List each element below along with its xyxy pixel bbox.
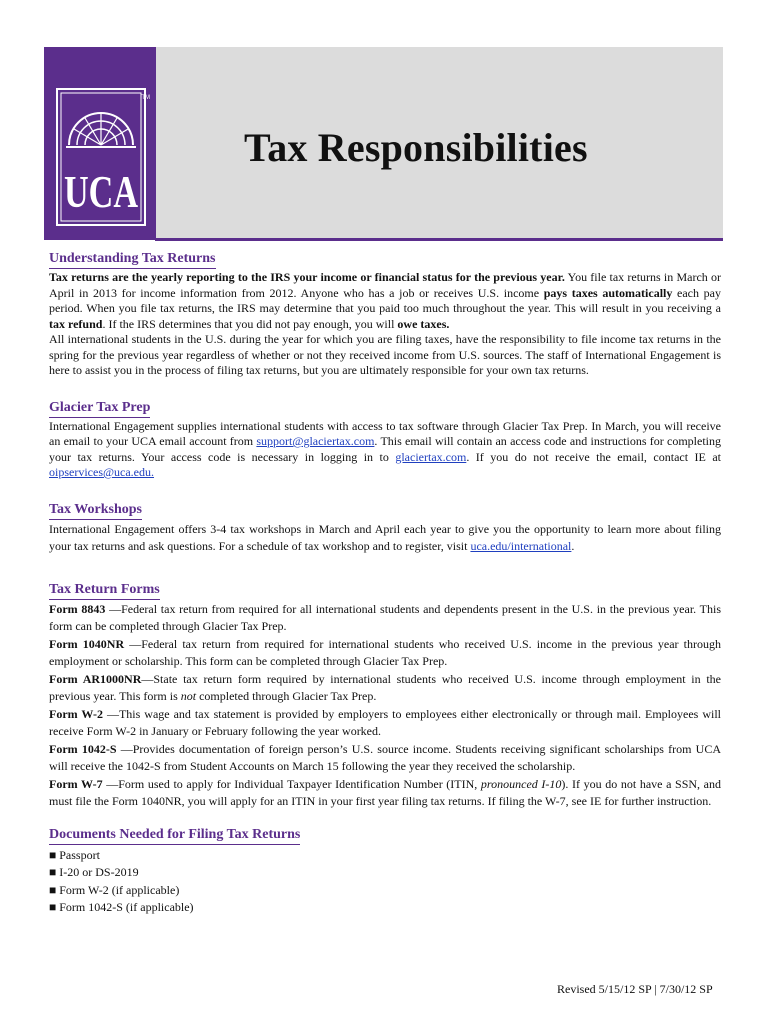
section-documents bbox=[49, 825, 721, 917]
form-label: Form W-2 bbox=[49, 706, 103, 721]
section-forms bbox=[49, 580, 721, 811]
section-heading: Tax Workshops bbox=[49, 502, 142, 520]
form-8843-entry bbox=[49, 601, 721, 636]
form-1042s-entry bbox=[49, 741, 721, 776]
form-label: Form W-7 bbox=[49, 776, 103, 791]
section-workshops bbox=[49, 500, 721, 556]
section-heading: Documents Needed for Filing Tax Returns bbox=[49, 827, 300, 845]
uca-logo bbox=[44, 47, 156, 240]
form-description: —This wage and tax statement is provided by employers to employees either electronically or through mail. Employees will receive Form W-2 in January or February following the year worked. bbox=[49, 706, 721, 738]
body-text: . This email will contain an access code and instructions for completing your tax returns. Your access code is necessary in logging in to bbox=[49, 434, 721, 464]
list-item: ■ Form 1042-S (if applicable) bbox=[49, 900, 194, 914]
form-description: —State tax return form required by international students who received U.S. income through employment in the previous year. This form is bbox=[49, 671, 721, 703]
form-label: Form AR1000NR bbox=[49, 671, 142, 686]
bold-text: tax refund bbox=[49, 316, 103, 331]
form-description: completed through Glacier Tax Prep. bbox=[196, 689, 377, 703]
paragraph bbox=[49, 521, 721, 556]
paragraph bbox=[49, 270, 721, 332]
header-divider bbox=[155, 238, 723, 241]
form-1040nr-entry bbox=[49, 636, 721, 671]
italic-text: pronounced I-10 bbox=[480, 776, 562, 791]
section-understanding bbox=[49, 249, 721, 379]
italic-text: not bbox=[180, 689, 197, 703]
bold-text: Tax returns are the yearly reporting to the IRS your income or financial status for the previous year. bbox=[49, 270, 565, 284]
form-description: —Provides documentation of foreign person’s U.S. source income. Students receiving significant scholarships from UCA will receive the 1042-S from Student Accounts on March 15 following the year they received the scholarship. bbox=[49, 741, 721, 773]
section-heading: Tax Return Forms bbox=[49, 582, 160, 600]
logo-text: UCA bbox=[64, 166, 138, 217]
form-w7-entry bbox=[49, 776, 721, 811]
list-item: ■ I-20 or DS-2019 bbox=[49, 865, 139, 879]
international-link[interactable]: uca.edu/international bbox=[470, 539, 572, 553]
section-glacier bbox=[49, 398, 721, 481]
form-ar1000nr-entry bbox=[49, 671, 721, 706]
form-label: Form 1042-S bbox=[49, 741, 117, 756]
body-text: . If you do not receive the email, contact IE at bbox=[466, 449, 721, 464]
body-text: International Engagement offers 3-4 tax workshops in March and April each year to give you the opportunity to learn more about filing your tax returns and ask questions. For a schedule of tax workshop and to register, visit bbox=[49, 521, 721, 553]
body-text: You file tax returns in March or April in 2013 for income information from 2012. Anyone who has a job or receives U.S. income bbox=[49, 270, 722, 300]
revision-note: Revised 5/15/12 SP | 7/30/12 SP bbox=[557, 982, 713, 996]
body-text: International Engagement supplies international students with access to tax software through Glacier Tax Prep. In March, you will receive an email to your UCA email account from bbox=[49, 418, 721, 448]
form-label: Form 1040NR bbox=[49, 636, 125, 651]
list-item: ■ Form W-2 (if applicable) bbox=[49, 882, 180, 897]
paragraph: All international students in the U.S. during the year for which you are filing taxes, have the responsibility to file income tax returns in the spring for the previous year regardless of whether or not they received income from U.S. sources. The staff of International Engagement is here to assist you in the process of filing tax returns, but you are ultimately responsible for your own tax returns. bbox=[49, 332, 721, 377]
page-title: Tax Responsibilities bbox=[244, 125, 588, 170]
documents-list bbox=[49, 847, 721, 917]
glaciertax-link[interactable]: glaciertax.com bbox=[395, 449, 467, 464]
paragraph bbox=[49, 419, 721, 481]
body-text: . bbox=[571, 539, 575, 553]
form-description: —Form used to apply for Individual Taxpayer Identification Number (ITIN, bbox=[102, 776, 481, 791]
section-heading: Glacier Tax Prep bbox=[49, 400, 150, 418]
section-heading: Understanding Tax Returns bbox=[49, 251, 216, 269]
logo-tm: TM bbox=[141, 95, 150, 101]
form-description: —Federal tax return from required for international students who received U.S. income in the previous year through employment or scholarship. This form can be completed through Glacier Tax Prep. bbox=[49, 636, 721, 668]
support-email-link[interactable]: support@glaciertax.com bbox=[256, 434, 375, 448]
list-item: ■ Passport bbox=[49, 847, 100, 862]
bold-text: owe taxes. bbox=[397, 316, 450, 331]
oipservices-email-link[interactable]: oipservices@uca.edu. bbox=[49, 465, 155, 479]
body-text: . If the IRS determines that you did not pay enough, you will bbox=[102, 316, 398, 331]
form-w2-entry bbox=[49, 706, 721, 741]
form-label: Form 8843 bbox=[49, 601, 106, 616]
form-description: —Federal tax return from required for all international students and dependents present in the U.S. in the previous year. This form can be completed through Glacier Tax Prep. bbox=[49, 601, 721, 633]
document-body bbox=[49, 249, 721, 917]
body-text: each pay period. When you file tax returns, the IRS may determine that you paid too much throughout the year. This will result in you receiving a bbox=[49, 285, 721, 315]
form-description: ). If you do not have a SSN, and must file the Form 1040NR, you will apply for an ITIN in your first year filing tax returns. If filing the W-7, see IE for further instruction. bbox=[49, 776, 722, 808]
bold-text: pays taxes automatically bbox=[543, 285, 673, 300]
